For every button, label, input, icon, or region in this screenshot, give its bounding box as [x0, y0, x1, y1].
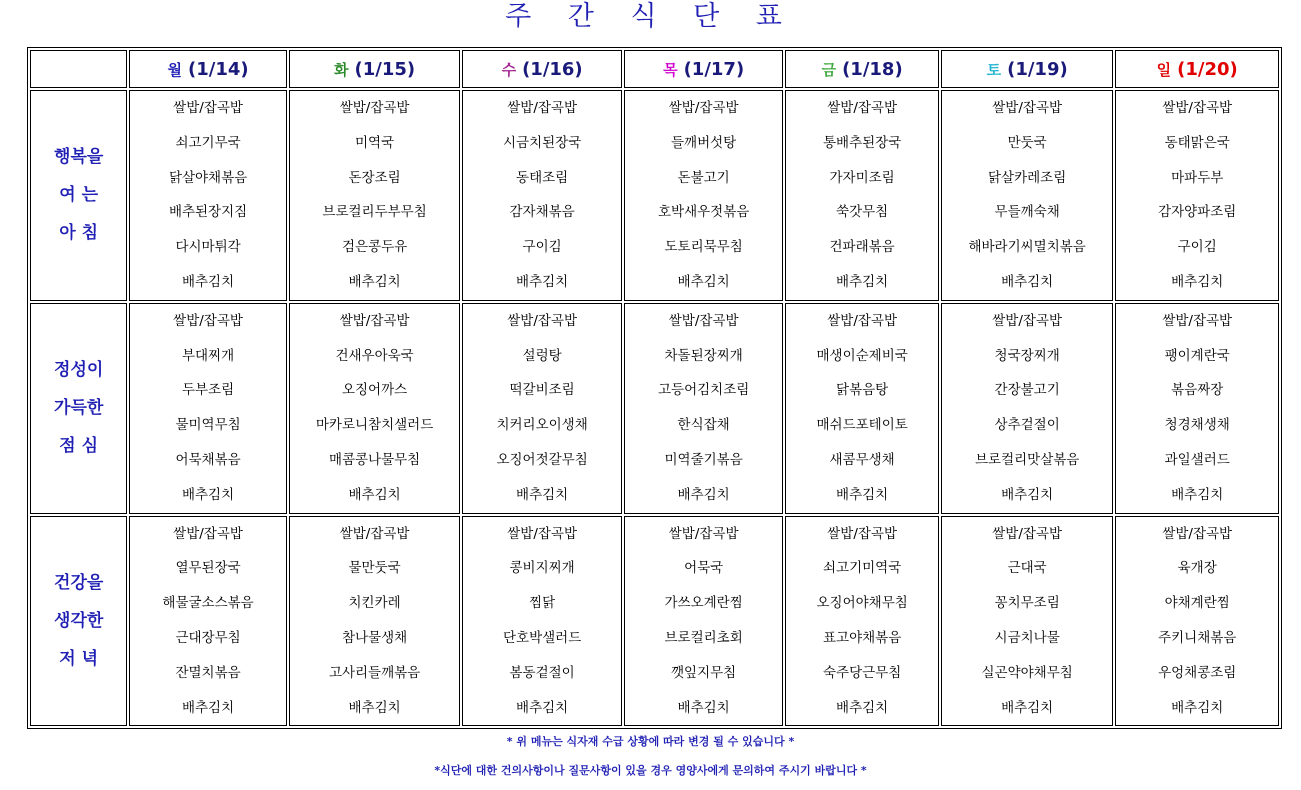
menu-item: 배추김치	[348, 699, 401, 716]
menu-item: 해바라기씨멸치볶음	[968, 239, 1086, 256]
menu-item: 시금치나물	[994, 629, 1060, 646]
menu-item: 배추김치	[181, 699, 235, 716]
menu-item: 쌀밥/잡곡밥	[827, 525, 898, 542]
menu-item: 구이김	[1177, 239, 1217, 256]
menu-item: 배추김치	[516, 486, 569, 503]
menu-item: 콩비지찌개	[509, 560, 575, 577]
menu-item: 부대찌개	[181, 347, 235, 364]
menu-item: 배추김치	[836, 273, 889, 290]
menu-item: 표고야채볶음	[823, 629, 902, 646]
menu-item: 감자양파조림	[1158, 204, 1237, 221]
menu-item: 차돌된장찌개	[664, 347, 743, 364]
menu-item: 청경채생채	[1164, 417, 1230, 434]
menu-item: 쌀밥/잡곡밥	[668, 312, 739, 329]
menu-item: 쌀밥/잡곡밥	[992, 312, 1063, 329]
menu-item: 쌀밥/잡곡밥	[827, 100, 898, 116]
menu-item: 매생이순제비국	[816, 347, 908, 364]
day-icon: 금	[821, 60, 837, 79]
menu-item: 돈장조림	[348, 169, 401, 186]
menu-item: 가쓰오계란찜	[664, 595, 743, 612]
menu-item: 참나물생채	[341, 629, 408, 646]
day-icon: 목	[663, 60, 678, 79]
menu-item: 단호박샐러드	[502, 629, 582, 646]
menu-item: 숙주당근무침	[823, 664, 902, 681]
menu-item: 배추김치	[181, 486, 235, 503]
menu-item: 과일샐러드	[1164, 451, 1230, 468]
menu-item: 볶음짜장	[1171, 382, 1224, 399]
menu-item: 쌀밥/잡곡밥	[339, 312, 410, 329]
menu-item: 육개장	[1177, 560, 1217, 577]
menu-item: 배추김치	[1171, 699, 1224, 716]
day-date: (1/14)	[188, 58, 249, 80]
menu-item: 상추겉절이	[994, 417, 1060, 434]
notice-line-1: * 위 메뉴는 식자재 수급 상황에 따라 변경 될 수 있습니다 *	[506, 735, 795, 748]
day-date: (1/16)	[522, 58, 583, 80]
menu-item: 근대국	[1007, 560, 1047, 577]
day-header-wed	[462, 50, 622, 88]
menu-cell	[785, 303, 938, 514]
day-header-tue	[289, 50, 461, 88]
menu-item: 실곤약야채무침	[981, 664, 1073, 681]
menu-item: 배추김치	[677, 699, 730, 716]
menu-item: 미역줄기볶음	[664, 451, 743, 468]
menu-item: 쌀밥/잡곡밥	[668, 525, 739, 542]
meal-label-line: 행복을	[54, 147, 104, 168]
menu-cell	[624, 303, 784, 514]
day-header-sat	[941, 50, 1114, 88]
menu-item: 건새우아욱국	[335, 347, 414, 364]
menu-cell	[129, 90, 287, 301]
menu-item: 청국장찌개	[994, 347, 1060, 364]
meal-row-breakfast	[30, 90, 1279, 301]
day-icon: 월	[167, 60, 182, 79]
menu-item: 브로컬리초회	[664, 629, 743, 646]
menu-item: 매콤콩나물무침	[328, 451, 421, 468]
menu-item: 쇠고기무국	[175, 134, 241, 151]
menu-item: 설렁탕	[522, 347, 562, 364]
menu-item: 고등어김치조림	[657, 382, 750, 399]
menu-item: 배추김치	[1001, 699, 1054, 716]
menu-item: 고사리들깨볶음	[328, 664, 421, 681]
day-date: (1/20)	[1177, 58, 1238, 80]
menu-item: 배추김치	[1171, 486, 1224, 503]
day-icon: 수	[501, 60, 517, 79]
menu-item: 건파래볶음	[829, 239, 895, 256]
menu-item: 치커리오이생채	[496, 417, 588, 434]
menu-item: 배추김치	[1171, 273, 1224, 290]
menu-item: 매쉬드포테이토	[816, 417, 908, 434]
menu-item: 배추김치	[1001, 486, 1054, 503]
menu-item: 우엉채콩조림	[1158, 664, 1237, 681]
menu-item: 쌀밥/잡곡밥	[339, 100, 410, 116]
menu-item: 해물굴소스볶음	[162, 595, 254, 612]
corner-cell	[30, 50, 127, 88]
menu-item: 꽁치무조림	[994, 595, 1060, 612]
menu-cell	[785, 516, 938, 727]
meal-label-line: 생각한	[54, 610, 104, 631]
menu-item: 돈불고기	[677, 169, 730, 186]
menu-item: 들깨버섯탕	[671, 134, 737, 151]
menu-item: 마파두부	[1171, 169, 1224, 186]
menu-item: 가자미조림	[829, 169, 895, 186]
menu-item: 오징어까스	[341, 382, 408, 399]
menu-item: 쌀밥/잡곡밥	[1162, 100, 1233, 116]
menu-cell	[129, 516, 287, 727]
menu-item: 미역국	[355, 134, 395, 151]
menu-cell	[941, 303, 1114, 514]
meal-row-lunch	[30, 303, 1279, 514]
day-date: (1/17)	[683, 58, 745, 80]
meal-label-line: 점 심	[59, 436, 99, 457]
menu-cell	[624, 90, 784, 301]
meal-row-dinner	[30, 516, 1279, 727]
menu-item: 배추김치	[516, 699, 569, 716]
menu-item: 배추김치	[348, 486, 401, 503]
menu-item: 물미역무침	[175, 417, 241, 434]
weekly-menu-table	[27, 47, 1282, 729]
menu-item: 쇠고기미역국	[823, 560, 902, 577]
menu-item: 검은콩두유	[341, 239, 408, 256]
menu-item: 동태조림	[516, 169, 569, 186]
menu-item: 오징어야채무침	[816, 595, 908, 612]
day-header-thu	[624, 50, 784, 88]
menu-item: 치킨카레	[348, 595, 401, 612]
menu-item: 쌀밥/잡곡밥	[1162, 312, 1233, 329]
menu-item: 구이김	[522, 239, 562, 256]
menu-item: 쌀밥/잡곡밥	[507, 312, 577, 329]
menu-item: 닭살카레조림	[988, 169, 1067, 186]
menu-cell	[941, 90, 1114, 301]
menu-item: 통배추된장국	[823, 134, 902, 151]
menu-item: 마카로니참치샐러드	[315, 417, 434, 434]
menu-cell	[289, 90, 461, 301]
meal-label-line: 저 녁	[59, 648, 99, 669]
menu-item: 배추김치	[1001, 273, 1054, 290]
menu-item: 쌀밥/잡곡밥	[507, 525, 577, 542]
menu-item: 주키니채볶음	[1158, 629, 1237, 646]
header-row	[30, 50, 1279, 88]
menu-item: 봄동겉절이	[509, 664, 575, 681]
menu-item: 간장불고기	[994, 382, 1060, 399]
menu-item: 팽이계란국	[1164, 347, 1230, 364]
meal-label-line: 여 는	[59, 185, 99, 206]
day-icon: 토	[986, 60, 1002, 79]
menu-item: 쌀밥/잡곡밥	[827, 312, 898, 329]
menu-item: 감자채볶음	[509, 204, 575, 221]
menu-item: 쑥갓무침	[836, 204, 889, 221]
meal-label-line: 정성이	[54, 360, 104, 381]
notice-line-2: *식단에 대한 건의사항이나 질문사항이 있을 경우 영양사에게 문의하여 주시기 바랍니다 *	[434, 764, 867, 777]
menu-cell	[941, 516, 1114, 727]
menu-item: 배추김치	[677, 486, 730, 503]
menu-cell	[785, 90, 938, 301]
menu-cell	[1115, 90, 1279, 301]
menu-item: 쌀밥/잡곡밥	[507, 100, 577, 116]
menu-item: 무들깨숙채	[994, 204, 1060, 221]
day-header-mon	[129, 50, 287, 88]
meal-label-lunch	[30, 303, 127, 514]
menu-item: 쌀밥/잡곡밥	[173, 312, 243, 329]
menu-item: 쌀밥/잡곡밥	[339, 525, 410, 542]
menu-item: 떡갈비조림	[509, 382, 575, 399]
menu-item: 배추김치	[348, 273, 401, 290]
menu-item: 배추김치	[836, 699, 889, 716]
menu-cell	[462, 516, 622, 727]
day-icon: 일	[1156, 60, 1172, 79]
menu-cell	[1115, 516, 1279, 727]
menu-item: 브로컬리두부무침	[322, 204, 427, 221]
page-title: 주 간 식 단 표	[505, 1, 796, 32]
menu-item: 만둣국	[1007, 134, 1047, 151]
menu-item: 배추김치	[836, 486, 889, 503]
menu-item: 배추된장지짐	[168, 204, 248, 221]
meal-label-dinner	[30, 516, 127, 727]
menu-cell	[462, 90, 622, 301]
day-date: (1/18)	[842, 58, 903, 80]
menu-item: 닭볶음탕	[836, 382, 889, 399]
menu-cell	[289, 516, 461, 727]
menu-item: 찜닭	[529, 595, 556, 612]
menu-item: 한식잡채	[677, 417, 730, 434]
day-date: (1/19)	[1007, 58, 1068, 80]
menu-item: 호박새우젓볶음	[657, 204, 750, 221]
menu-item: 쌀밥/잡곡밥	[1162, 525, 1233, 542]
day-icon: 화	[334, 60, 349, 79]
menu-cell	[624, 516, 784, 727]
menu-item: 시금치된장국	[502, 134, 582, 151]
day-header-fri	[785, 50, 938, 88]
menu-item: 잔멸치볶음	[175, 664, 241, 681]
menu-item: 배추김치	[181, 273, 235, 290]
menu-item: 도토리묵무침	[664, 239, 743, 256]
meal-label-breakfast	[30, 90, 127, 301]
menu-item: 열무된장국	[175, 560, 241, 577]
menu-item: 깻잎지무침	[671, 664, 737, 681]
menu-item: 어묵국	[684, 560, 724, 577]
menu-cell	[289, 303, 461, 514]
menu-item: 쌀밥/잡곡밥	[173, 525, 243, 542]
menu-item: 어묵채볶음	[175, 451, 241, 468]
menu-item: 동태맑은국	[1164, 134, 1230, 151]
menu-cell	[1115, 303, 1279, 514]
menu-item: 브로컬리맛살볶음	[974, 451, 1080, 468]
menu-item: 쌀밥/잡곡밥	[992, 525, 1063, 542]
menu-item: 야채계란찜	[1164, 595, 1230, 612]
meal-label-line: 건강을	[54, 572, 104, 593]
menu-item: 오징어젓갈무침	[496, 451, 588, 468]
menu-cell	[462, 303, 622, 514]
menu-item: 쌀밥/잡곡밥	[992, 100, 1063, 116]
menu-item: 쌀밥/잡곡밥	[173, 100, 243, 116]
day-header-sun	[1115, 50, 1279, 88]
menu-item: 근대장무침	[175, 629, 241, 646]
menu-item: 다시마튀각	[175, 239, 241, 256]
menu-item: 배추김치	[516, 273, 569, 290]
day-date: (1/15)	[354, 58, 416, 80]
menu-item: 물만둣국	[348, 560, 401, 577]
menu-item: 배추김치	[677, 273, 730, 290]
menu-item: 두부조림	[181, 382, 235, 399]
menu-item: 새콤무생채	[829, 451, 895, 468]
meal-label-line: 아 침	[59, 223, 99, 244]
menu-item: 쌀밥/잡곡밥	[668, 100, 739, 116]
meal-label-line: 가득한	[54, 398, 104, 419]
menu-cell	[129, 303, 287, 514]
menu-item: 닭살야채볶음	[168, 169, 248, 186]
